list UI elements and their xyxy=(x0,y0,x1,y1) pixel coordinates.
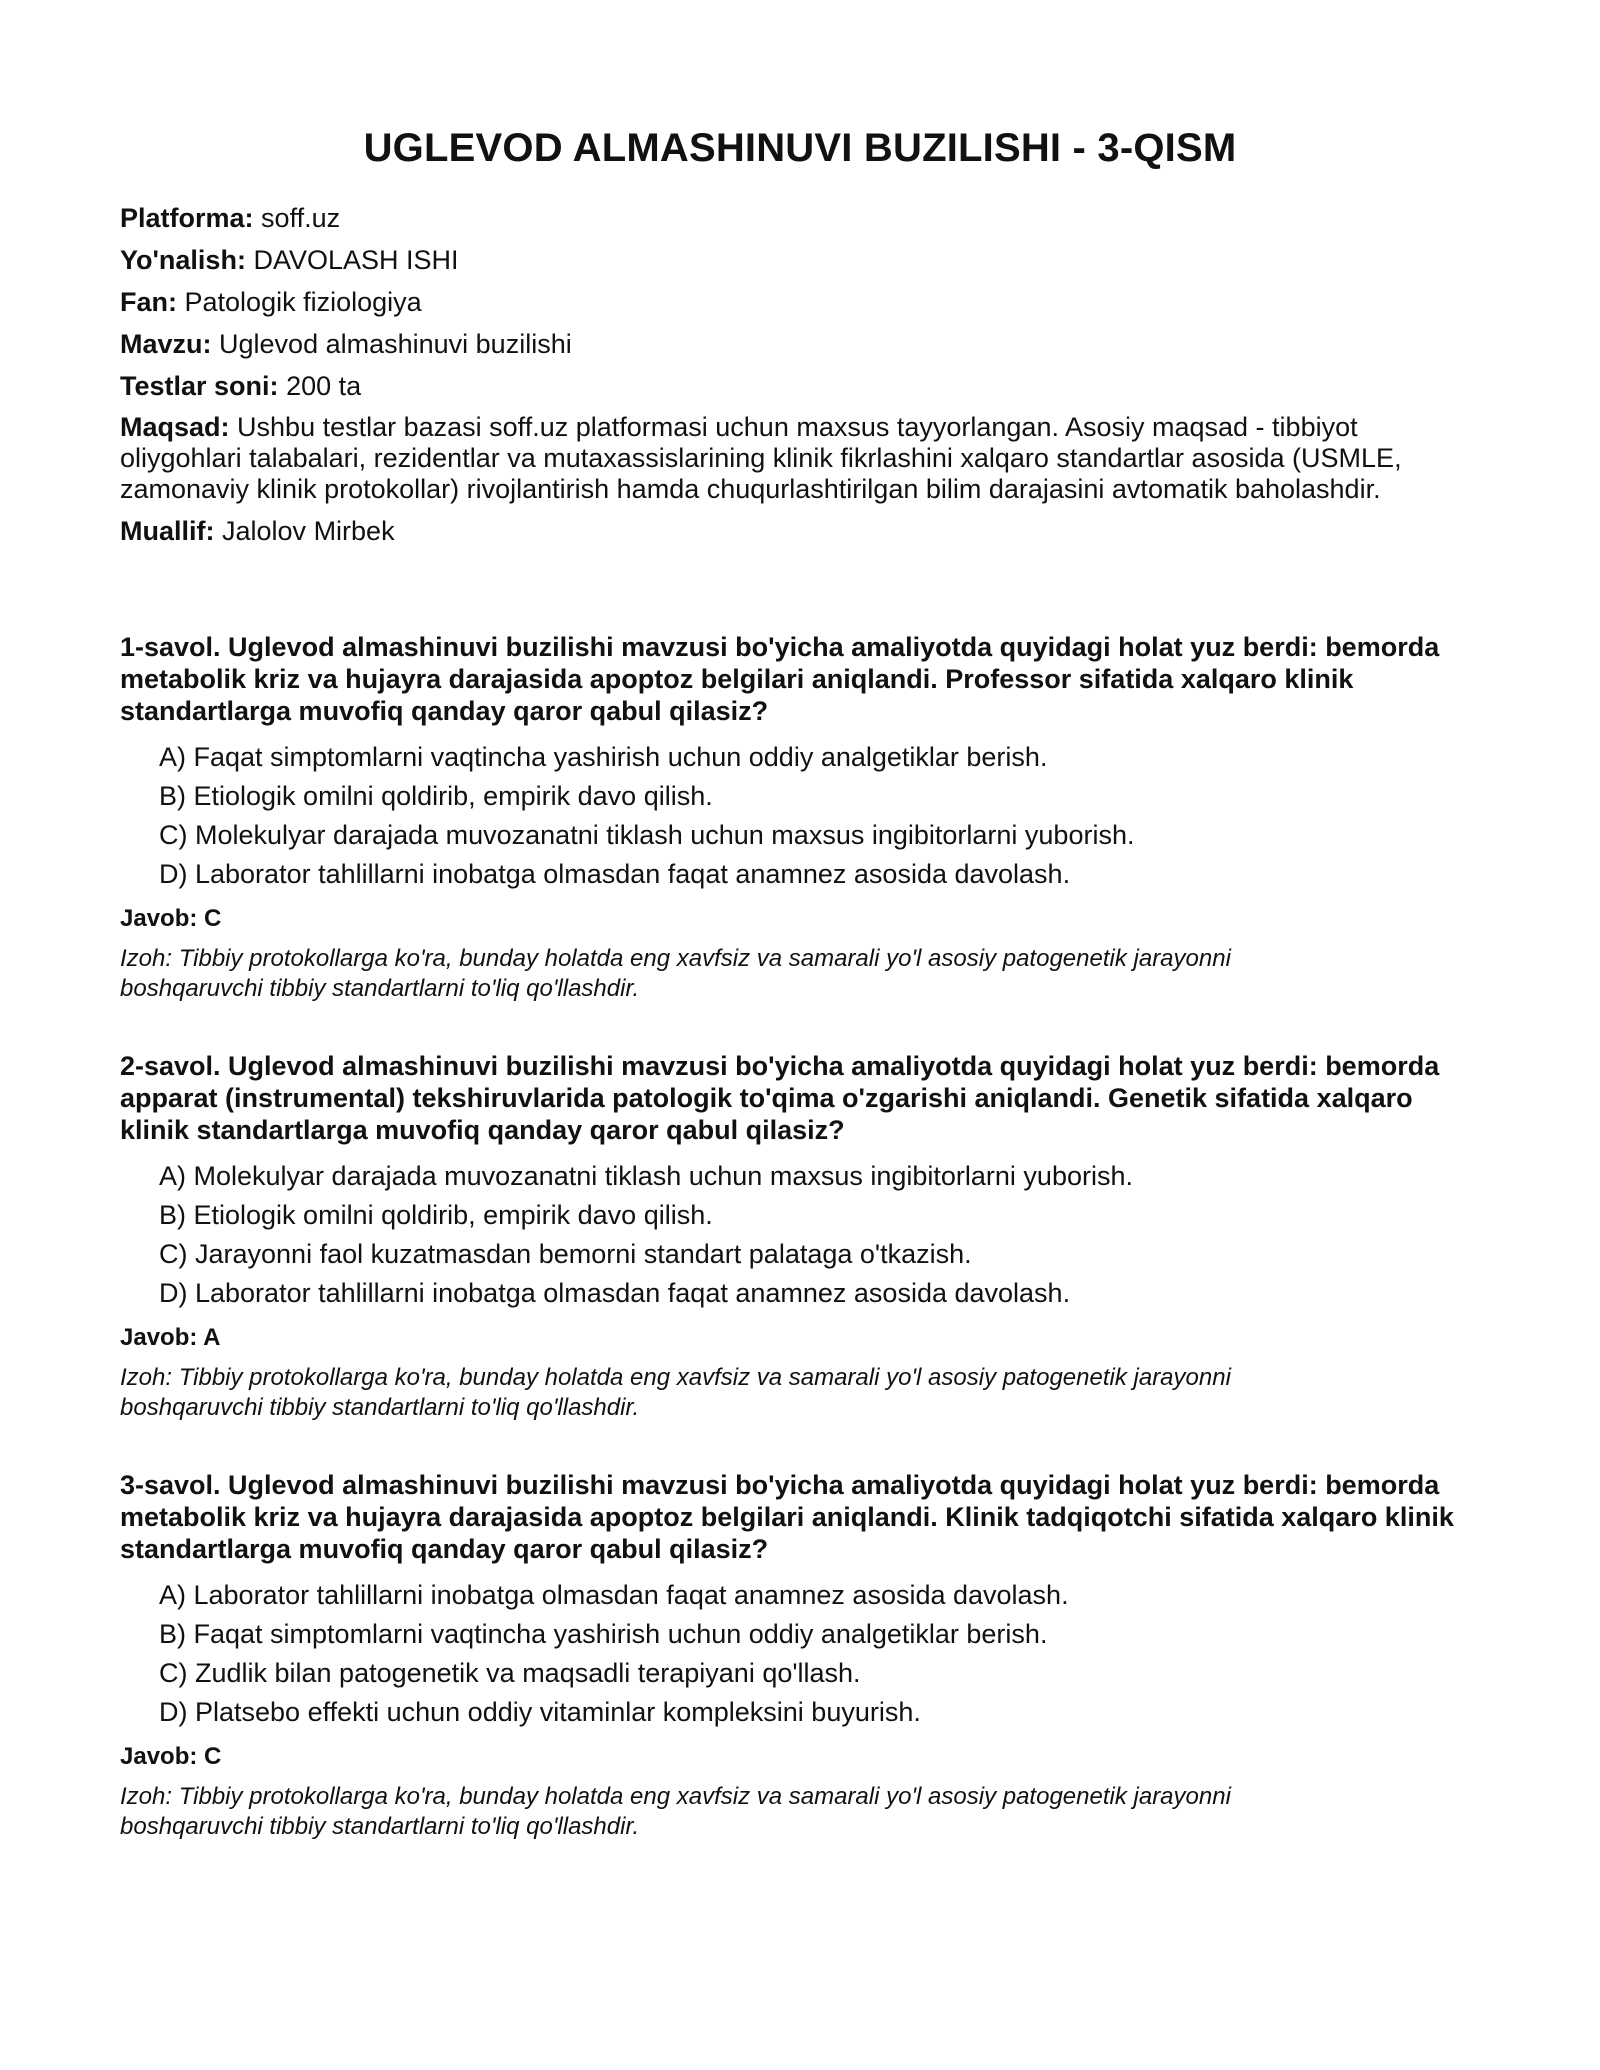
meta-label: Yo'nalish: xyxy=(120,245,246,275)
metadata-block xyxy=(120,202,1480,547)
question-text: 3-savol. Uglevod almashinuvi buzilishi mavzusi bo'yicha amaliyotda quyidagi holat yuz berdi: bemorda metabolik kriz va hujayra darajasida apoptoz belgilari aniqlandi. Klinik tadqiqotchi sifatida xalqaro klinik standartlarga muvofiq qanday qaror qabul qilasiz? xyxy=(120,1470,1454,1564)
option-d: D) Laborator tahlillarni inobatga olmasdan faqat anamnez asosida davolash. xyxy=(159,1278,1071,1308)
option-b: B) Faqat simptomlarni vaqtincha yashirish uchun oddiy analgetiklar berish. xyxy=(159,1619,1048,1649)
meta-muallif xyxy=(120,515,1480,547)
meta-value: Patologik fiziologiya xyxy=(184,287,422,317)
meta-maqsad xyxy=(120,412,1480,505)
meta-testlar-soni xyxy=(120,370,1480,402)
explanation: Izoh: Tibbiy protokollarga ko'ra, bunday holatda eng xavfsiz va samarali yo'l asosiy patogenetik jarayonni boshqaruvchi tibbiy standartlarni to'liq qo'llashdir. xyxy=(120,945,1231,1002)
meta-value: Uglevod almashinuvi buzilishi xyxy=(219,329,572,359)
option-d: D) Laborator tahlillarni inobatga olmasdan faqat anamnez asosida davolash. xyxy=(159,859,1071,889)
question-2 xyxy=(120,1050,1480,1423)
option-c: C) Jarayonni faol kuzatmasdan bemorni standart palataga o'tkazish. xyxy=(159,1239,972,1269)
meta-label: Muallif: xyxy=(120,516,215,546)
explanation: Izoh: Tibbiy protokollarga ko'ra, bunday holatda eng xavfsiz va samarali yo'l asosiy patogenetik jarayonni boshqaruvchi tibbiy standartlarni to'liq qo'llashdir. xyxy=(120,1783,1231,1840)
questions-list xyxy=(120,631,1480,1842)
meta-mavzu xyxy=(120,328,1480,360)
option-a: A) Molekulyar darajada muvozanatni tiklash uchun maxsus ingibitorlarni yuborish. xyxy=(159,1161,1133,1191)
document-page xyxy=(120,0,1480,1888)
option-b: B) Etiologik omilni qoldirib, empirik davo qilish. xyxy=(159,1200,713,1230)
question-text: 1-savol. Uglevod almashinuvi buzilishi mavzusi bo'yicha amaliyotda quyidagi holat yuz berdi: bemorda metabolik kriz va hujayra darajasida apoptoz belgilari aniqlandi. Professor sifatida xalqaro klinik standartlarga muvofiq qanday qaror qabul qilasiz? xyxy=(120,632,1440,726)
meta-value: Ushbu testlar bazasi soff.uz platformasi uchun maxsus tayyorlangan. Asosiy maqsad - tibbiyot oliygohlari talabalari, rezidentlar va mutaxassislarining klinik fikrlashini xalqaro standartlar asosida (USMLE, zamonaviy klinik protokollar) rivojlantirish hamda chuqurlashtirilgan bilim darajasini avtomatik baholashdir. xyxy=(120,412,1402,504)
meta-label: Mavzu: xyxy=(120,329,212,359)
meta-value: DAVOLASH ISHI xyxy=(253,245,459,275)
meta-value: 200 ta xyxy=(286,371,362,401)
option-c: C) Zudlik bilan patogenetik va maqsadli terapiyani qo'llash. xyxy=(159,1658,861,1688)
meta-platforma xyxy=(120,202,1480,234)
meta-label: Maqsad: xyxy=(120,412,230,442)
answer: Javob: C xyxy=(120,905,222,932)
meta-fan xyxy=(120,286,1480,318)
answer: Javob: A xyxy=(120,1324,221,1351)
question-3 xyxy=(120,1469,1480,1842)
meta-value: soff.uz xyxy=(261,203,341,233)
option-b: B) Etiologik omilni qoldirib, empirik davo qilish. xyxy=(159,781,713,811)
options-list xyxy=(120,1579,1480,1728)
question-1 xyxy=(120,631,1480,1004)
explanation: Izoh: Tibbiy protokollarga ko'ra, bunday holatda eng xavfsiz va samarali yo'l asosiy patogenetik jarayonni boshqaruvchi tibbiy standartlarni to'liq qo'llashdir. xyxy=(120,1364,1231,1421)
answer: Javob: C xyxy=(120,1743,222,1770)
meta-label: Testlar soni: xyxy=(120,371,279,401)
meta-value: Jalolov Mirbek xyxy=(222,516,395,546)
document-title: UGLEVOD ALMASHINUVI BUZILISHI - 3-QISM xyxy=(363,126,1237,170)
meta-label: Platforma: xyxy=(120,203,254,233)
option-d: D) Platsebo effekti uchun oddiy vitaminlar kompleksini buyurish. xyxy=(159,1697,921,1727)
meta-yonalish xyxy=(120,244,1480,276)
question-text: 2-savol. Uglevod almashinuvi buzilishi mavzusi bo'yicha amaliyotda quyidagi holat yuz berdi: bemorda apparat (instrumental) tekshiruvlarida patologik to'qima o'zgarishi aniqlandi. Genetik sifatida xalqaro klinik standartlarga muvofiq qanday qaror qabul qilasiz? xyxy=(120,1051,1440,1145)
options-list xyxy=(120,741,1480,890)
option-c: C) Molekulyar darajada muvozanatni tiklash uchun maxsus ingibitorlarni yuborish. xyxy=(159,820,1135,850)
options-list xyxy=(120,1160,1480,1309)
option-a: A) Laborator tahlillarni inobatga olmasdan faqat anamnez asosida davolash. xyxy=(159,1580,1069,1610)
meta-label: Fan: xyxy=(120,287,177,317)
option-a: A) Faqat simptomlarni vaqtincha yashirish uchun oddiy analgetiklar berish. xyxy=(159,742,1048,772)
